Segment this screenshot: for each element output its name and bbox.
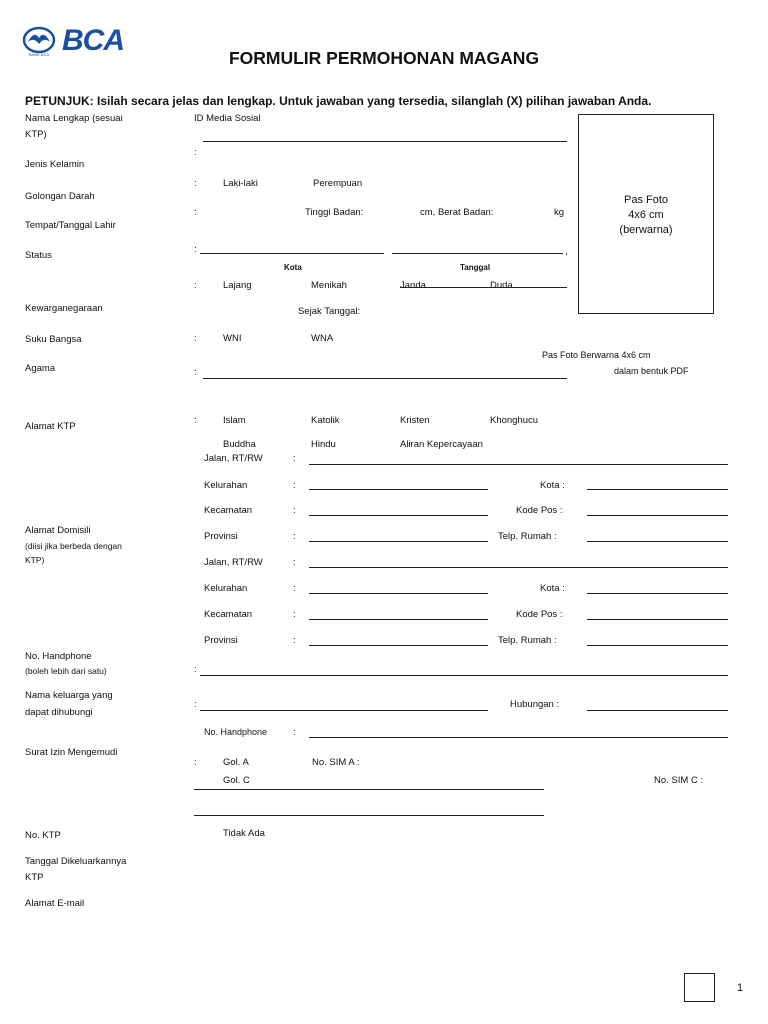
kg-label: kg [554, 207, 565, 218]
colon: : [293, 453, 296, 464]
label-golongan-darah: Golongan Darah [25, 191, 95, 202]
option-janda[interactable]: Janda [400, 280, 426, 291]
label-no-handphone-note: (boleh lebih dari satu) [25, 666, 107, 676]
colon: : [293, 583, 296, 594]
domisili-kode-pos-field-line[interactable] [587, 619, 728, 620]
pas-foto-note-2: dalam bentuk PDF [614, 366, 689, 376]
colon: : [293, 480, 296, 491]
label-alamat-domisili-note-2: KTP) [25, 555, 45, 565]
no-sim-a-label: No. SIM A : [312, 757, 360, 768]
label-tanggal-ktp-2: KTP [25, 872, 44, 883]
kelurahan-label: Kelurahan [204, 583, 248, 594]
domisili-kecamatan-field-line[interactable] [309, 619, 488, 620]
colon: : [293, 635, 296, 646]
label-alamat-domisili-note: (diisi jika berbeda dengan [25, 541, 122, 551]
bca-logo-text: BCA [62, 24, 124, 57]
label-no-handphone: No. Handphone [25, 651, 92, 662]
photo-box[interactable] [578, 114, 714, 314]
keluarga-handphone-label: No. Handphone [204, 727, 268, 737]
option-katolik[interactable]: Katolik [311, 415, 340, 426]
telp-rumah-label: Telp. Rumah : [498, 531, 557, 542]
label-sim: Surat Izin Mengemudi [25, 747, 118, 758]
tinggi-badan-label: Tinggi Badan: [305, 207, 364, 218]
page-title: FORMULIR PERMOHONAN MAGANG [228, 48, 540, 68]
option-duda[interactable]: Duda [490, 280, 513, 291]
label-jenis-kelamin: Jenis Kelamin [25, 159, 85, 170]
label-alamat-domisili: Alamat Domisili [25, 525, 91, 536]
colon: : [293, 727, 296, 738]
nama-field-line[interactable] [203, 141, 567, 142]
status-field-line [400, 287, 567, 288]
colon: : [194, 244, 197, 255]
colon: : [194, 699, 197, 710]
page-box [684, 973, 715, 1002]
tanggal-lahir-field-line[interactable] [392, 253, 563, 254]
option-wna[interactable]: WNA [311, 333, 334, 344]
option-tidak-ada[interactable]: Tidak Ada [223, 828, 265, 839]
svg-text:BANK BCA: BANK BCA [28, 52, 50, 57]
ktp-telp-field-line[interactable] [587, 541, 728, 542]
domisili-kota-field-line[interactable] [587, 593, 728, 594]
label-tempat-tanggal-lahir: Tempat/Tanggal Lahir [25, 220, 116, 231]
sejak-tanggal-label: Sejak Tanggal: [298, 306, 361, 317]
colon: : [194, 207, 197, 218]
option-wni[interactable]: WNI [223, 333, 242, 344]
colon: : [293, 505, 296, 516]
ktp-kelurahan-field-line[interactable] [309, 489, 488, 490]
label-kewarganegaraan: Kewarganegaraan [25, 303, 103, 314]
photo-line-1: Pas Foto [623, 194, 669, 206]
label-alamat-ktp: Alamat KTP [25, 421, 76, 432]
option-hindu[interactable]: Hindu [311, 439, 336, 450]
ktp-kota-field-line[interactable] [587, 489, 728, 490]
label-email: Alamat E-mail [25, 898, 85, 909]
ktp-kecamatan-field-line[interactable] [309, 515, 488, 516]
label-nama: Nama Lengkap (sesuai [25, 113, 123, 124]
jalan-label: Jalan, RT/RW [204, 557, 263, 568]
kota-label: Kota : [540, 583, 565, 594]
instruction-text: PETUNJUK: Isilah secara jelas dan lengkap. Untuk jawaban yang tersedia, silanglah (X) pilihan jawaban Anda. [25, 94, 652, 108]
pas-foto-note-1: Pas Foto Berwarna 4x6 cm [542, 350, 651, 360]
option-islam[interactable]: Islam [223, 415, 246, 426]
option-khonghucu[interactable]: Khonghucu [490, 415, 539, 426]
suku-bangsa-field-line[interactable] [203, 378, 567, 379]
domisili-provinsi-field-line[interactable] [309, 645, 488, 646]
kelurahan-label: Kelurahan [204, 480, 248, 491]
ktp-kode-pos-field-line[interactable] [587, 515, 728, 516]
option-buddha[interactable]: Buddha [223, 439, 256, 450]
berat-badan-label: cm, Berat Badan: [420, 207, 494, 218]
photo-line-3: (berwarna) [619, 224, 673, 236]
provinsi-label: Provinsi [204, 531, 238, 542]
colon: : [194, 757, 197, 768]
label-no-ktp: No. KTP [25, 830, 61, 841]
colon: : [293, 531, 296, 542]
id-media-sosial-label: ID Media Sosial [194, 113, 261, 124]
sim-field-line-2[interactable] [194, 815, 544, 816]
option-lajang[interactable]: Lajang [223, 280, 252, 291]
label-nama-keluarga-2: dapat dihubungi [25, 707, 93, 718]
colon: : [293, 557, 296, 568]
colon: : [293, 609, 296, 620]
sim-field-line-1[interactable] [194, 789, 544, 790]
label-suku-bangsa: Suku Bangsa [25, 334, 82, 345]
photo-box-text [579, 193, 713, 238]
colon: : [194, 333, 197, 344]
label-agama: Agama [25, 363, 56, 374]
kecamatan-label: Kecamatan [204, 505, 253, 516]
nama-keluarga-field-line[interactable] [200, 710, 488, 711]
ktp-provinsi-field-line[interactable] [309, 541, 488, 542]
hubungan-label: Hubungan : [510, 699, 560, 710]
domisili-telp-field-line[interactable] [587, 645, 728, 646]
jalan-label: Jalan, RT/RW [204, 453, 263, 464]
kecamatan-label: Kecamatan [204, 609, 253, 620]
domisili-jalan-field-line[interactable] [309, 567, 728, 568]
hubungan-field-line[interactable] [587, 710, 728, 711]
colon: : [194, 178, 197, 189]
colon: : [194, 147, 197, 158]
ktp-jalan-field-line[interactable] [309, 464, 728, 465]
colon: : [194, 664, 197, 675]
label-nama-2: KTP) [25, 129, 47, 140]
option-gol-c[interactable]: Gol. C [223, 775, 250, 786]
option-aliran-kepercayaan[interactable]: Aliran Kepercayaan [400, 439, 483, 450]
colon: : [194, 415, 197, 426]
kode-pos-label: Kode Pos : [516, 505, 563, 516]
option-laki-laki[interactable]: Laki-laki [223, 178, 258, 189]
option-gol-a[interactable]: Gol. A [223, 757, 249, 768]
keluarga-handphone-field-line[interactable] [309, 737, 728, 738]
tanggal-caption: Tanggal [460, 263, 491, 272]
handphone-field-line[interactable] [200, 675, 728, 676]
label-tanggal-ktp: Tanggal Dikeluarkannya [25, 856, 127, 867]
domisili-kelurahan-field-line[interactable] [309, 593, 488, 594]
colon: : [194, 280, 197, 291]
colon: : [194, 367, 197, 378]
page-number: 1 [737, 982, 744, 994]
option-menikah[interactable]: Menikah [311, 280, 347, 291]
kota-label: Kota : [540, 480, 565, 491]
kota-caption: Kota [284, 263, 302, 272]
option-kristen[interactable]: Kristen [400, 415, 430, 426]
no-sim-c-label: No. SIM C : [654, 775, 704, 786]
kode-pos-label: Kode Pos : [516, 609, 563, 620]
label-status: Status [25, 250, 52, 261]
label-nama-keluarga: Nama keluarga yang [25, 690, 113, 701]
telp-rumah-label: Telp. Rumah : [498, 635, 557, 646]
provinsi-label: Provinsi [204, 635, 238, 646]
comma: , [565, 246, 568, 257]
tempat-lahir-field-line[interactable] [200, 253, 384, 254]
option-perempuan[interactable]: Perempuan [313, 178, 363, 189]
photo-line-2: 4x6 cm [628, 209, 664, 221]
